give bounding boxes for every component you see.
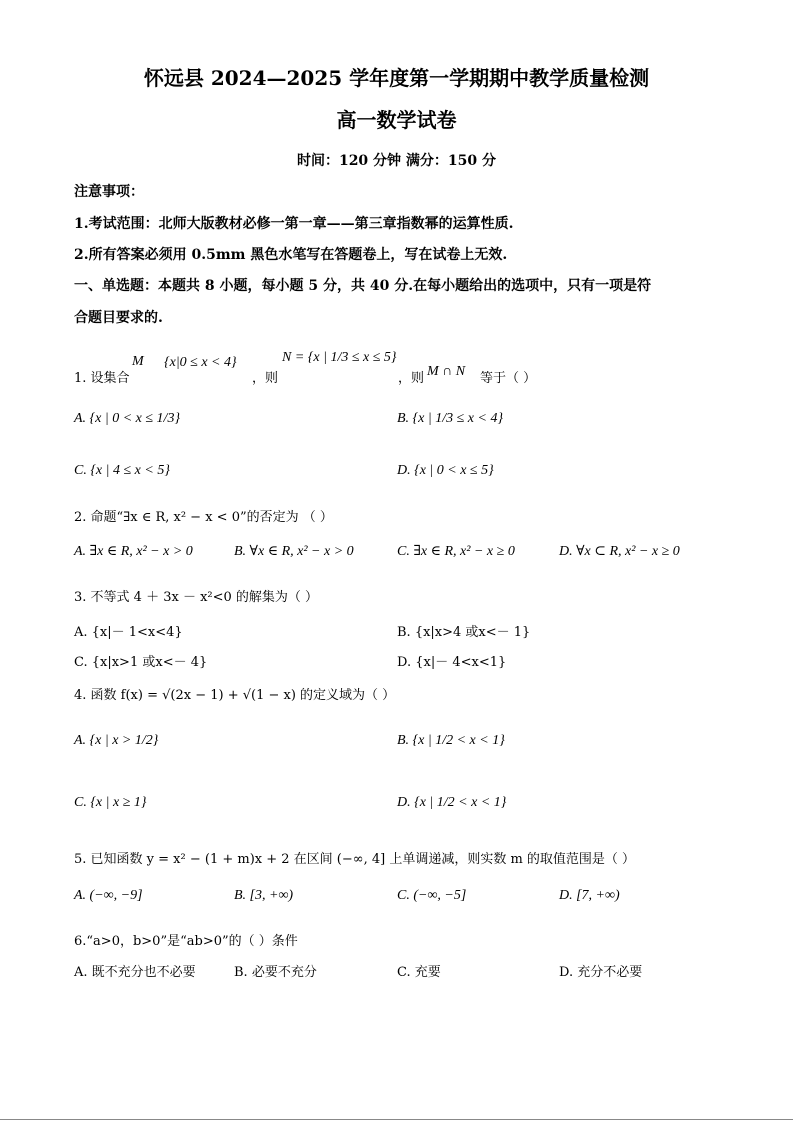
question-1-option-b[interactable]: B. {x | 1/3 ≤ x < 4} [397, 411, 504, 426]
question-3-option-c[interactable]: C. {x|x>1 或x<－ 4} [74, 655, 208, 670]
question-5-option-b[interactable]: B. [3, +∞) [234, 888, 294, 903]
question-1-set-m-def: {x|0 ≤ x < 4} [164, 355, 237, 370]
question-5-option-c[interactable]: C. (−∞, −5] [397, 888, 467, 903]
question-1-then1: ，则 [252, 371, 279, 386]
question-1-then2: ，则 [398, 371, 425, 386]
question-3-option-b[interactable]: B. {x|x>4 或x<－ 1} [397, 625, 531, 640]
question-5-option-a[interactable]: A. (−∞, −9] [74, 888, 143, 903]
notes-heading: 注意事项： [74, 184, 144, 200]
question-4-option-a[interactable]: A. {x | x > 1/2} [74, 733, 159, 748]
question-1-label: 1. 设集合 [74, 371, 130, 386]
question-6-option-a[interactable]: A. 既不充分也不必要 [74, 965, 196, 980]
note-item-2: 2.所有答案必须用 0.5mm 黑色水笔写在答题卷上，写在试卷上无效. [74, 247, 508, 263]
question-1-set-m: M [132, 354, 144, 369]
question-2-option-a[interactable]: A. ∃x ∈ R, x² − x > 0 [74, 544, 193, 559]
section-heading-line1: 一、单选题：本题共 8 小题，每小题 5 分，共 40 分.在每小题给出的选项中，只有一项是符 [74, 278, 652, 294]
question-2-option-c[interactable]: C. ∃x ∈ R, x² − x ≥ 0 [397, 544, 515, 559]
question-6-option-c[interactable]: C. 充要 [397, 965, 441, 980]
question-2-stem: 2. 命题“∃x ∈ R, x² − x < 0”的否定为 （ ） [74, 510, 333, 525]
question-3-option-a[interactable]: A. {x|－ 1<x<4} [74, 625, 183, 640]
question-3-option-d[interactable]: D. {x|－ 4<x<1} [397, 655, 507, 670]
question-1-option-a[interactable]: A. {x | 0 < x ≤ 1/3} [74, 411, 181, 426]
page-bottom-divider [0, 1119, 793, 1120]
question-4-stem: 4. 函数 f(x) = √(2x − 1) + √(1 − x) 的定义域为（ ） [74, 688, 396, 703]
question-1-intersection: M ∩ N [427, 364, 466, 379]
question-4-option-c[interactable]: C. {x | x ≥ 1} [74, 795, 147, 810]
question-1-set-n: N = {x | 1/3 ≤ x ≤ 5} [282, 350, 397, 365]
question-6-stem: 6.“a>0，b>0”是“ab>0”的（ ）条件 [74, 934, 298, 949]
question-2-option-b[interactable]: B. ∀x ∈ R, x² − x > 0 [234, 544, 354, 559]
section-heading-line2: 合题目要求的. [74, 310, 163, 326]
question-1-tail: 等于（ ） [480, 371, 537, 386]
exam-subtitle: 高一数学试卷 [336, 108, 457, 132]
question-1-option-d[interactable]: D. {x | 0 < x ≤ 5} [397, 463, 494, 478]
question-6-option-d[interactable]: D. 充分不必要 [559, 965, 643, 980]
question-5-option-d[interactable]: D. [7, +∞) [559, 888, 620, 903]
question-4-option-d[interactable]: D. {x | 1/2 < x < 1} [397, 795, 507, 810]
time-info: 时间：120 分钟 满分：150 分 [296, 153, 497, 169]
question-6-option-b[interactable]: B. 必要不充分 [234, 965, 317, 980]
question-5-stem: 5. 已知函数 y = x² − (1 + m)x + 2 在区间 (−∞, 4] 上单调递减，则实数 m 的取值范围是（ ） [74, 852, 636, 867]
exam-title: 怀远县 2024—2025 学年度第一学期期中教学质量检测 [143, 66, 650, 90]
note-item-1: 1.考试范围：北师大版教材必修一第一章——第三章指数幂的运算性质. [74, 216, 514, 232]
question-4-option-b[interactable]: B. {x | 1/2 < x < 1} [397, 733, 505, 748]
question-3-stem: 3. 不等式 4 ＋ 3x － x²<0 的解集为（ ） [74, 590, 319, 605]
question-1-option-c[interactable]: C. {x | 4 ≤ x < 5} [74, 463, 170, 478]
question-2-option-d[interactable]: D. ∀x ⊂ R, x² − x ≥ 0 [559, 544, 680, 559]
